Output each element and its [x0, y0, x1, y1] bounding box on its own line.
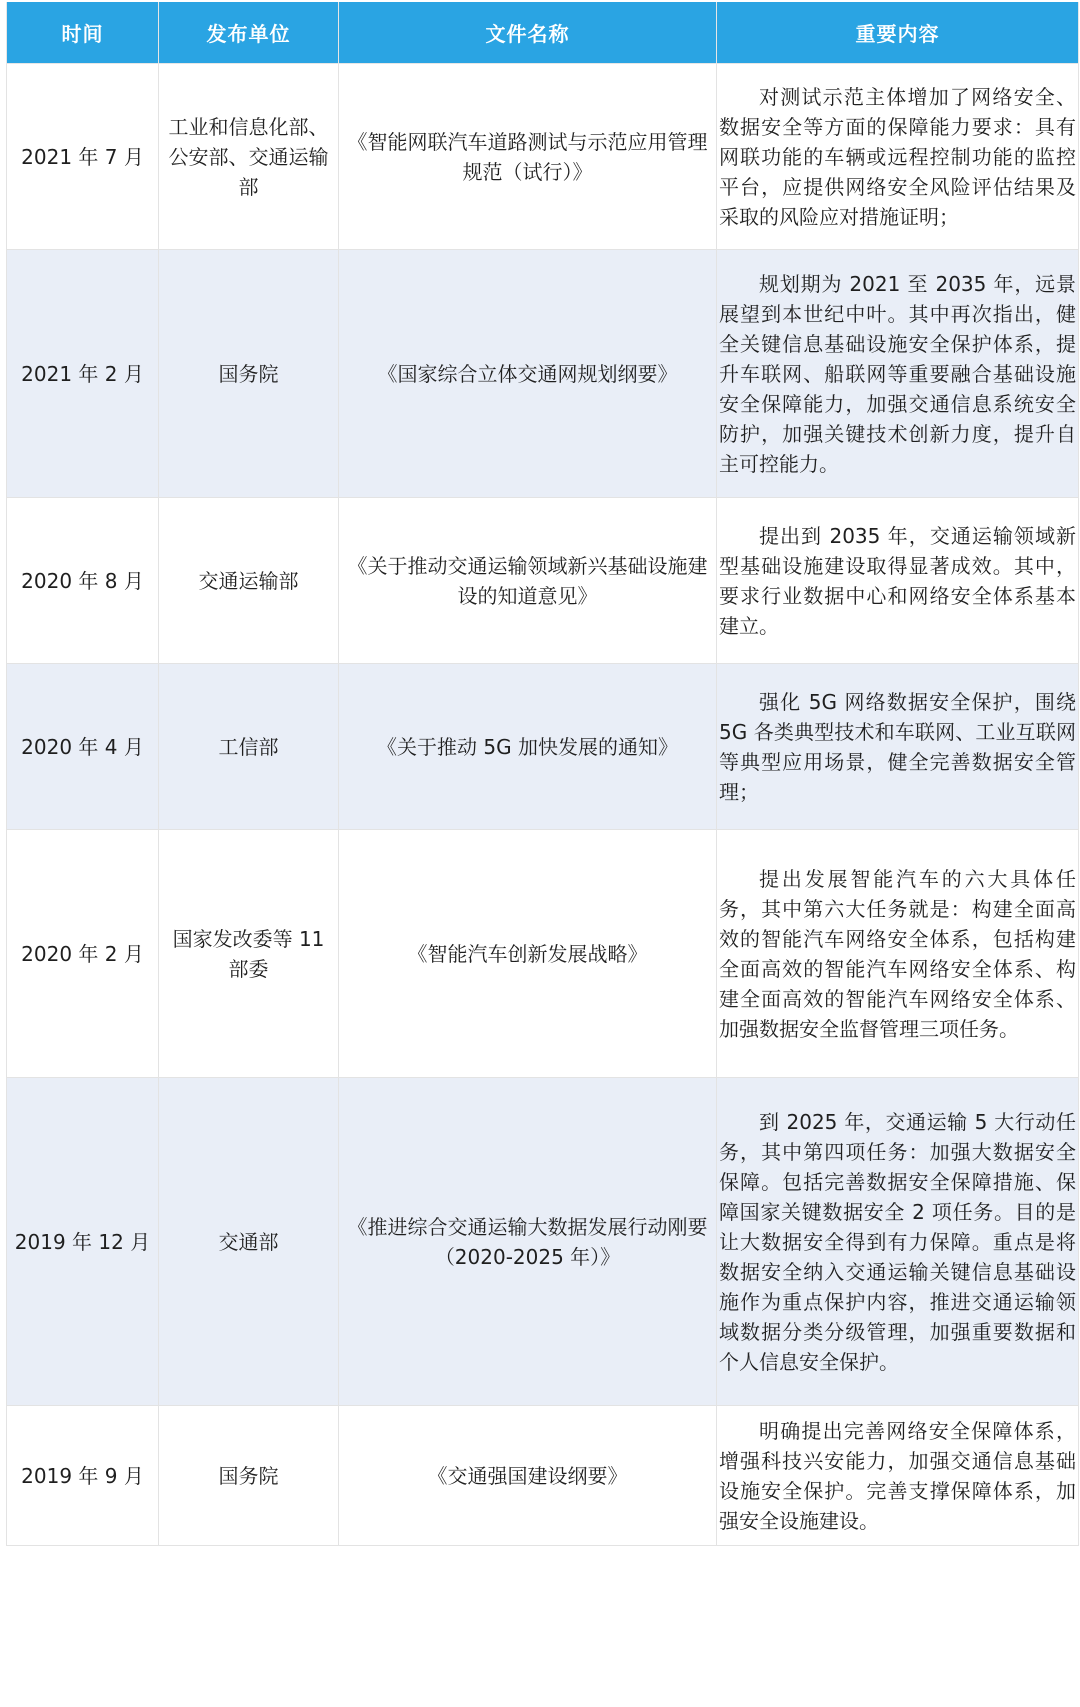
cell-time: 2019 年 12 月 [7, 1078, 159, 1406]
table-row [7, 498, 1079, 664]
cell-content: 规划期为 2021 至 2035 年，远景展望到本世纪中叶。其中再次指出，健全关键信息基础设施安全保护体系，提升车联网、船联网等重要融合基础设施安全保障能力，加强交通信息系统安全防护，加强关键技术创新力度，提升自主可控能力。 [717, 250, 1079, 498]
cell-document: 《交通强国建设纲要》 [339, 1406, 717, 1546]
header-time: 时间 [7, 2, 159, 64]
cell-time: 2020 年 2 月 [7, 830, 159, 1078]
cell-time: 2021 年 7 月 [7, 64, 159, 250]
cell-unit: 国务院 [159, 1406, 339, 1546]
header-document: 文件名称 [339, 2, 717, 64]
cell-unit: 工业和信息化部、公安部、交通运输部 [159, 64, 339, 250]
cell-unit: 交通部 [159, 1078, 339, 1406]
table-row [7, 830, 1079, 1078]
table-row [7, 1078, 1079, 1406]
cell-content: 强化 5G 网络数据安全保护，围绕 5G 各类典型技术和车联网、工业互联网等典型应用场景，健全完善数据安全管理； [717, 664, 1079, 830]
cell-unit: 国务院 [159, 250, 339, 498]
policy-table [6, 2, 1079, 1546]
cell-content: 提出发展智能汽车的六大具体任务，其中第六大任务就是：构建全面高效的智能汽车网络安全体系，包括构建全面高效的智能汽车网络安全体系、构建全面高效的智能汽车网络安全体系、加强数据安全监督管理三项任务。 [717, 830, 1079, 1078]
cell-time: 2019 年 9 月 [7, 1406, 159, 1546]
cell-content: 对测试示范主体增加了网络安全、数据安全等方面的保障能力要求：具有网联功能的车辆或远程控制功能的监控平台，应提供网络安全风险评估结果及采取的风险应对措施证明； [717, 64, 1079, 250]
cell-time: 2021 年 2 月 [7, 250, 159, 498]
cell-document: 《关于推动 5G 加快发展的通知》 [339, 664, 717, 830]
cell-document: 《国家综合立体交通网规划纲要》 [339, 250, 717, 498]
header-row [7, 2, 1079, 64]
table-row [7, 1406, 1079, 1546]
cell-unit: 交通运输部 [159, 498, 339, 664]
cell-document: 《智能网联汽车道路测试与示范应用管理规范（试行）》 [339, 64, 717, 250]
table-header [7, 2, 1079, 64]
cell-document: 《智能汽车创新发展战略》 [339, 830, 717, 1078]
table-body [7, 64, 1079, 1546]
cell-time: 2020 年 8 月 [7, 498, 159, 664]
header-unit: 发布单位 [159, 2, 339, 64]
cell-time: 2020 年 4 月 [7, 664, 159, 830]
cell-document: 《推进综合交通运输大数据发展行动刚要（2020-2025 年）》 [339, 1078, 717, 1406]
cell-content: 明确提出完善网络安全保障体系，增强科技兴安能力，加强交通信息基础设施安全保护。完善支撑保障体系，加强安全设施建设。 [717, 1406, 1079, 1546]
header-content: 重要内容 [717, 2, 1079, 64]
cell-unit: 工信部 [159, 664, 339, 830]
cell-document: 《关于推动交通运输领域新兴基础设施建设的知道意见》 [339, 498, 717, 664]
cell-unit: 国家发改委等 11 部委 [159, 830, 339, 1078]
table-row [7, 64, 1079, 250]
table-row [7, 664, 1079, 830]
cell-content: 到 2025 年，交通运输 5 大行动任务，其中第四项任务：加强大数据安全保障。包括完善数据安全保障措施、保障国家关键数据安全 2 项任务。目的是让大数据安全得到有力保障。重点是将数据安全纳入交通运输关键信息基础设施作为重点保护内容，推进交通运输领域数据分类分级管理，加强重要数据和个人信息安全保护。 [717, 1078, 1079, 1406]
cell-content: 提出到 2035 年，交通运输领域新型基础设施建设取得显著成效。其中，要求行业数据中心和网络安全体系基本建立。 [717, 498, 1079, 664]
table-row [7, 250, 1079, 498]
